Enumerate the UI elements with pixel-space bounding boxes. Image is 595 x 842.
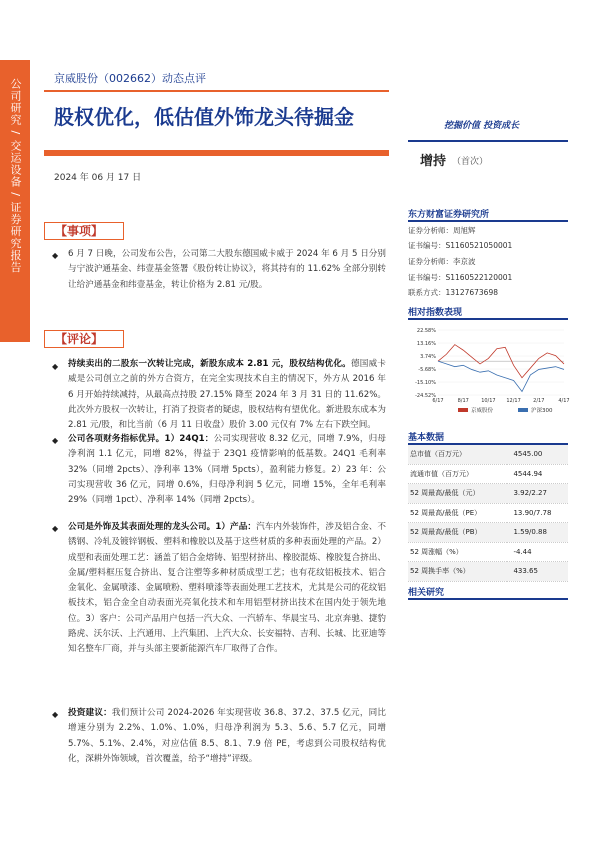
comment-1-lead: 持续卖出的二股东一次转让完成，新股东成本 2.81 元，股权结构优化。 xyxy=(68,359,351,369)
y-tick-label: -24.52% xyxy=(415,393,436,399)
report-date: 2024 年 06 月 17 日 xyxy=(54,173,142,183)
chart-title: 相对指数表现 xyxy=(408,308,463,318)
comment-2-text: 公司实现营收 8.32 亿元，同增 7.9%，归母净利润 1.1 亿元，同增 82%，得益于 23Q1 疫情影响的低基数。24Q1 毛利率 32%（同增 2pcts）、净利率 13%（同增 5pcts），盈利能力修复。2）23 年：公司实现营收 36 亿元，同增 0.6%，归母净利润 5 亿元，同增 15%，全年毛利率 29%（同增 1pct）、净利率 14%（同增 2pcts）。 xyxy=(68,434,386,506)
header-divider xyxy=(44,90,389,92)
event-text: 6 月 7 日晚，公司发布公告，公司第二大股东德国威卡威于 2024 年 6 月 5 日分别与宁波沪通基金、纬壹基金签署《股份转让协议》，将其持有的 11.62% 全部分别转让给沪通基金和纬壹基金，转让价格为 2.81 元/股。 xyxy=(68,249,386,290)
comment-1-text: 德国威卡威是公司创立之前的外方合资方，在完全实现技术自主的情况下，外方从 2016 年 6 月开始持续减持，从最高点持股 27.15% 降至 2024 年 3 月 31 日的 11.62%。此次外方股权一次转让，打消了投资者的疑虑，股权结构有望优化。新进股东成本为 2.81 元/股，和比当前（6 月 11 日收盘）股价 3.00 元仅有 7% 左右下跌空间。 xyxy=(68,359,386,431)
comment-3-lead: 公司是外饰及其表面处理的龙头公司。1）产品： xyxy=(68,522,257,532)
table-label: 52 周换手率（%） xyxy=(408,562,507,582)
table-row xyxy=(408,562,568,582)
legend-label: 京威股份 xyxy=(471,408,494,414)
analyst-1: 证券分析师：周旭辉 xyxy=(408,226,476,235)
bullet-icon: ◆ xyxy=(52,710,59,719)
rating-sub: （首次） xyxy=(452,157,489,167)
table-label: 52 周最高/最低（PB） xyxy=(408,523,507,543)
table-row xyxy=(408,484,568,504)
rating-label: 增持 xyxy=(420,154,447,169)
comment-3-text: 汽车内外装饰件，涉及铝合金、不锈钢、冷轧及镀锌钢板、塑料和橡胶以及基于这些材质的多种表面处理的产品。2）成型和表面处理工艺：涵盖了铝合金熔铸、铝型材挤出、橡胶混炼、橡胶复合挤出、金属/塑料框压复合挤出、复合注塑等多种材质成型工艺；也有花纹铝板技术、铝合金氧化、金属喷漆、金属喷粉、塑料喷漆等表面处理工艺技术，尤其是公司的花纹铝板技术，铝合金全自动表面光亮氧化技术和车用铝型材挤出技术在国内处于领先地位。3）客户：公司产品用户包括一汽大众、一汽轿车、华晨宝马、北京奔驰、捷豹路虎、沃尔沃、上汽通用、上汽集团、上汽大众、长安福特、吉利、长城、比亚迪等知名整车厂商，并与头部主要新能源汽车厂取得了合作。 xyxy=(68,522,386,655)
table-value: 4544.94 xyxy=(507,464,568,484)
legend-label: 沪深300 xyxy=(531,408,553,414)
comment-3 xyxy=(68,520,386,658)
institute-divider xyxy=(408,220,568,222)
comment-section-head: 【评论】 xyxy=(44,330,124,348)
x-tick-label: 4/17 xyxy=(558,398,570,404)
y-tick-label: 13.16% xyxy=(416,341,436,347)
comment-4 xyxy=(68,706,386,767)
table-label: 总市值（百万元） xyxy=(408,445,507,464)
table-row xyxy=(408,464,568,484)
table-value: 13.90/7.78 xyxy=(507,503,568,523)
relative-index-chart xyxy=(408,320,568,420)
bullet-icon: ◆ xyxy=(52,362,59,371)
report-category: 京威股份（002662）动态点评 xyxy=(54,72,206,85)
table-row xyxy=(408,445,568,464)
table-value: 4545.00 xyxy=(507,445,568,464)
y-tick-label: 22.58% xyxy=(416,328,436,334)
comment-4-text: 我们预计公司 2024-2026 年实现营收 36.8、37.2、37.5 亿元，同比增速分别为 2.2%、1.0%、1.0%，归母净利润为 5.3、5.6、5.7 亿元，同增 5.7%、5.1%、2.4%，对应估值 8.5、8.1、7.9 倍 PE，考虑到公司股权结构优化，深耕外饰领域，首次覆盖，给予“增持”评级。 xyxy=(68,708,386,764)
y-tick-label: 3.74% xyxy=(420,354,436,360)
table-row xyxy=(408,503,568,523)
chart-axes xyxy=(415,328,569,404)
phone: 联系方式：13127673698 xyxy=(408,288,498,297)
basic-title: 基本数据 xyxy=(408,433,445,443)
sidebar-category: 公司研究 / 交运设备 / 证券研究报告 xyxy=(9,78,22,274)
x-tick-label: 2/17 xyxy=(533,398,545,404)
cert-2: 证书编号：S1160522120001 xyxy=(408,273,513,282)
table-row xyxy=(408,542,568,562)
bullet-icon: ◆ xyxy=(52,251,59,260)
sidebar xyxy=(0,0,30,842)
x-tick-label: 6/17 xyxy=(432,398,444,404)
table-label: 52 周最高/最低（元） xyxy=(408,484,507,504)
y-tick-label: -15.10% xyxy=(415,380,436,386)
comment-4-lead: 投资建议： xyxy=(68,708,112,718)
slogan: 挖掘价值 投资成长 xyxy=(444,121,520,131)
bullet-icon: ◆ xyxy=(52,436,59,445)
series-line xyxy=(438,361,564,391)
x-tick-label: 8/17 xyxy=(457,398,469,404)
comment-2 xyxy=(68,432,386,508)
analyst-2: 证券分析师：李京波 xyxy=(408,257,476,266)
table-label: 52 周涨幅（%） xyxy=(408,542,507,562)
page-title: 股权优化，低估值外饰龙头待掘金 xyxy=(54,105,354,129)
legend-swatch xyxy=(518,408,528,412)
table-row xyxy=(408,523,568,543)
table-value: 1.59/0.88 xyxy=(507,523,568,543)
x-tick-label: 12/17 xyxy=(506,398,521,404)
y-tick-label: -5.68% xyxy=(418,367,436,373)
chart-legend xyxy=(458,406,553,414)
legend-swatch xyxy=(458,408,468,412)
related-title: 相关研究 xyxy=(408,588,445,598)
cert-1: 证书编号：S1160521050001 xyxy=(408,241,513,250)
comment-2-lead: 公司各项财务指标优异。1）24Q1： xyxy=(68,434,214,444)
institute-name: 东方财富证券研究所 xyxy=(408,210,490,220)
related-divider xyxy=(408,598,568,600)
table-value: 3.92/2.27 xyxy=(507,484,568,504)
comment-1 xyxy=(68,357,386,433)
table-label: 52 周最高/最低（PE） xyxy=(408,503,507,523)
table-value: 433.65 xyxy=(507,562,568,582)
basic-data-table xyxy=(408,445,568,582)
chart-lines xyxy=(438,345,564,392)
title-underline xyxy=(44,150,389,156)
x-tick-label: 10/17 xyxy=(481,398,496,404)
table-label: 流通市值（百万元） xyxy=(408,464,507,484)
bullet-icon: ◆ xyxy=(52,524,59,533)
event-section-head: 【事项】 xyxy=(44,222,124,240)
right-divider xyxy=(408,140,568,142)
table-value: -4.44 xyxy=(507,542,568,562)
